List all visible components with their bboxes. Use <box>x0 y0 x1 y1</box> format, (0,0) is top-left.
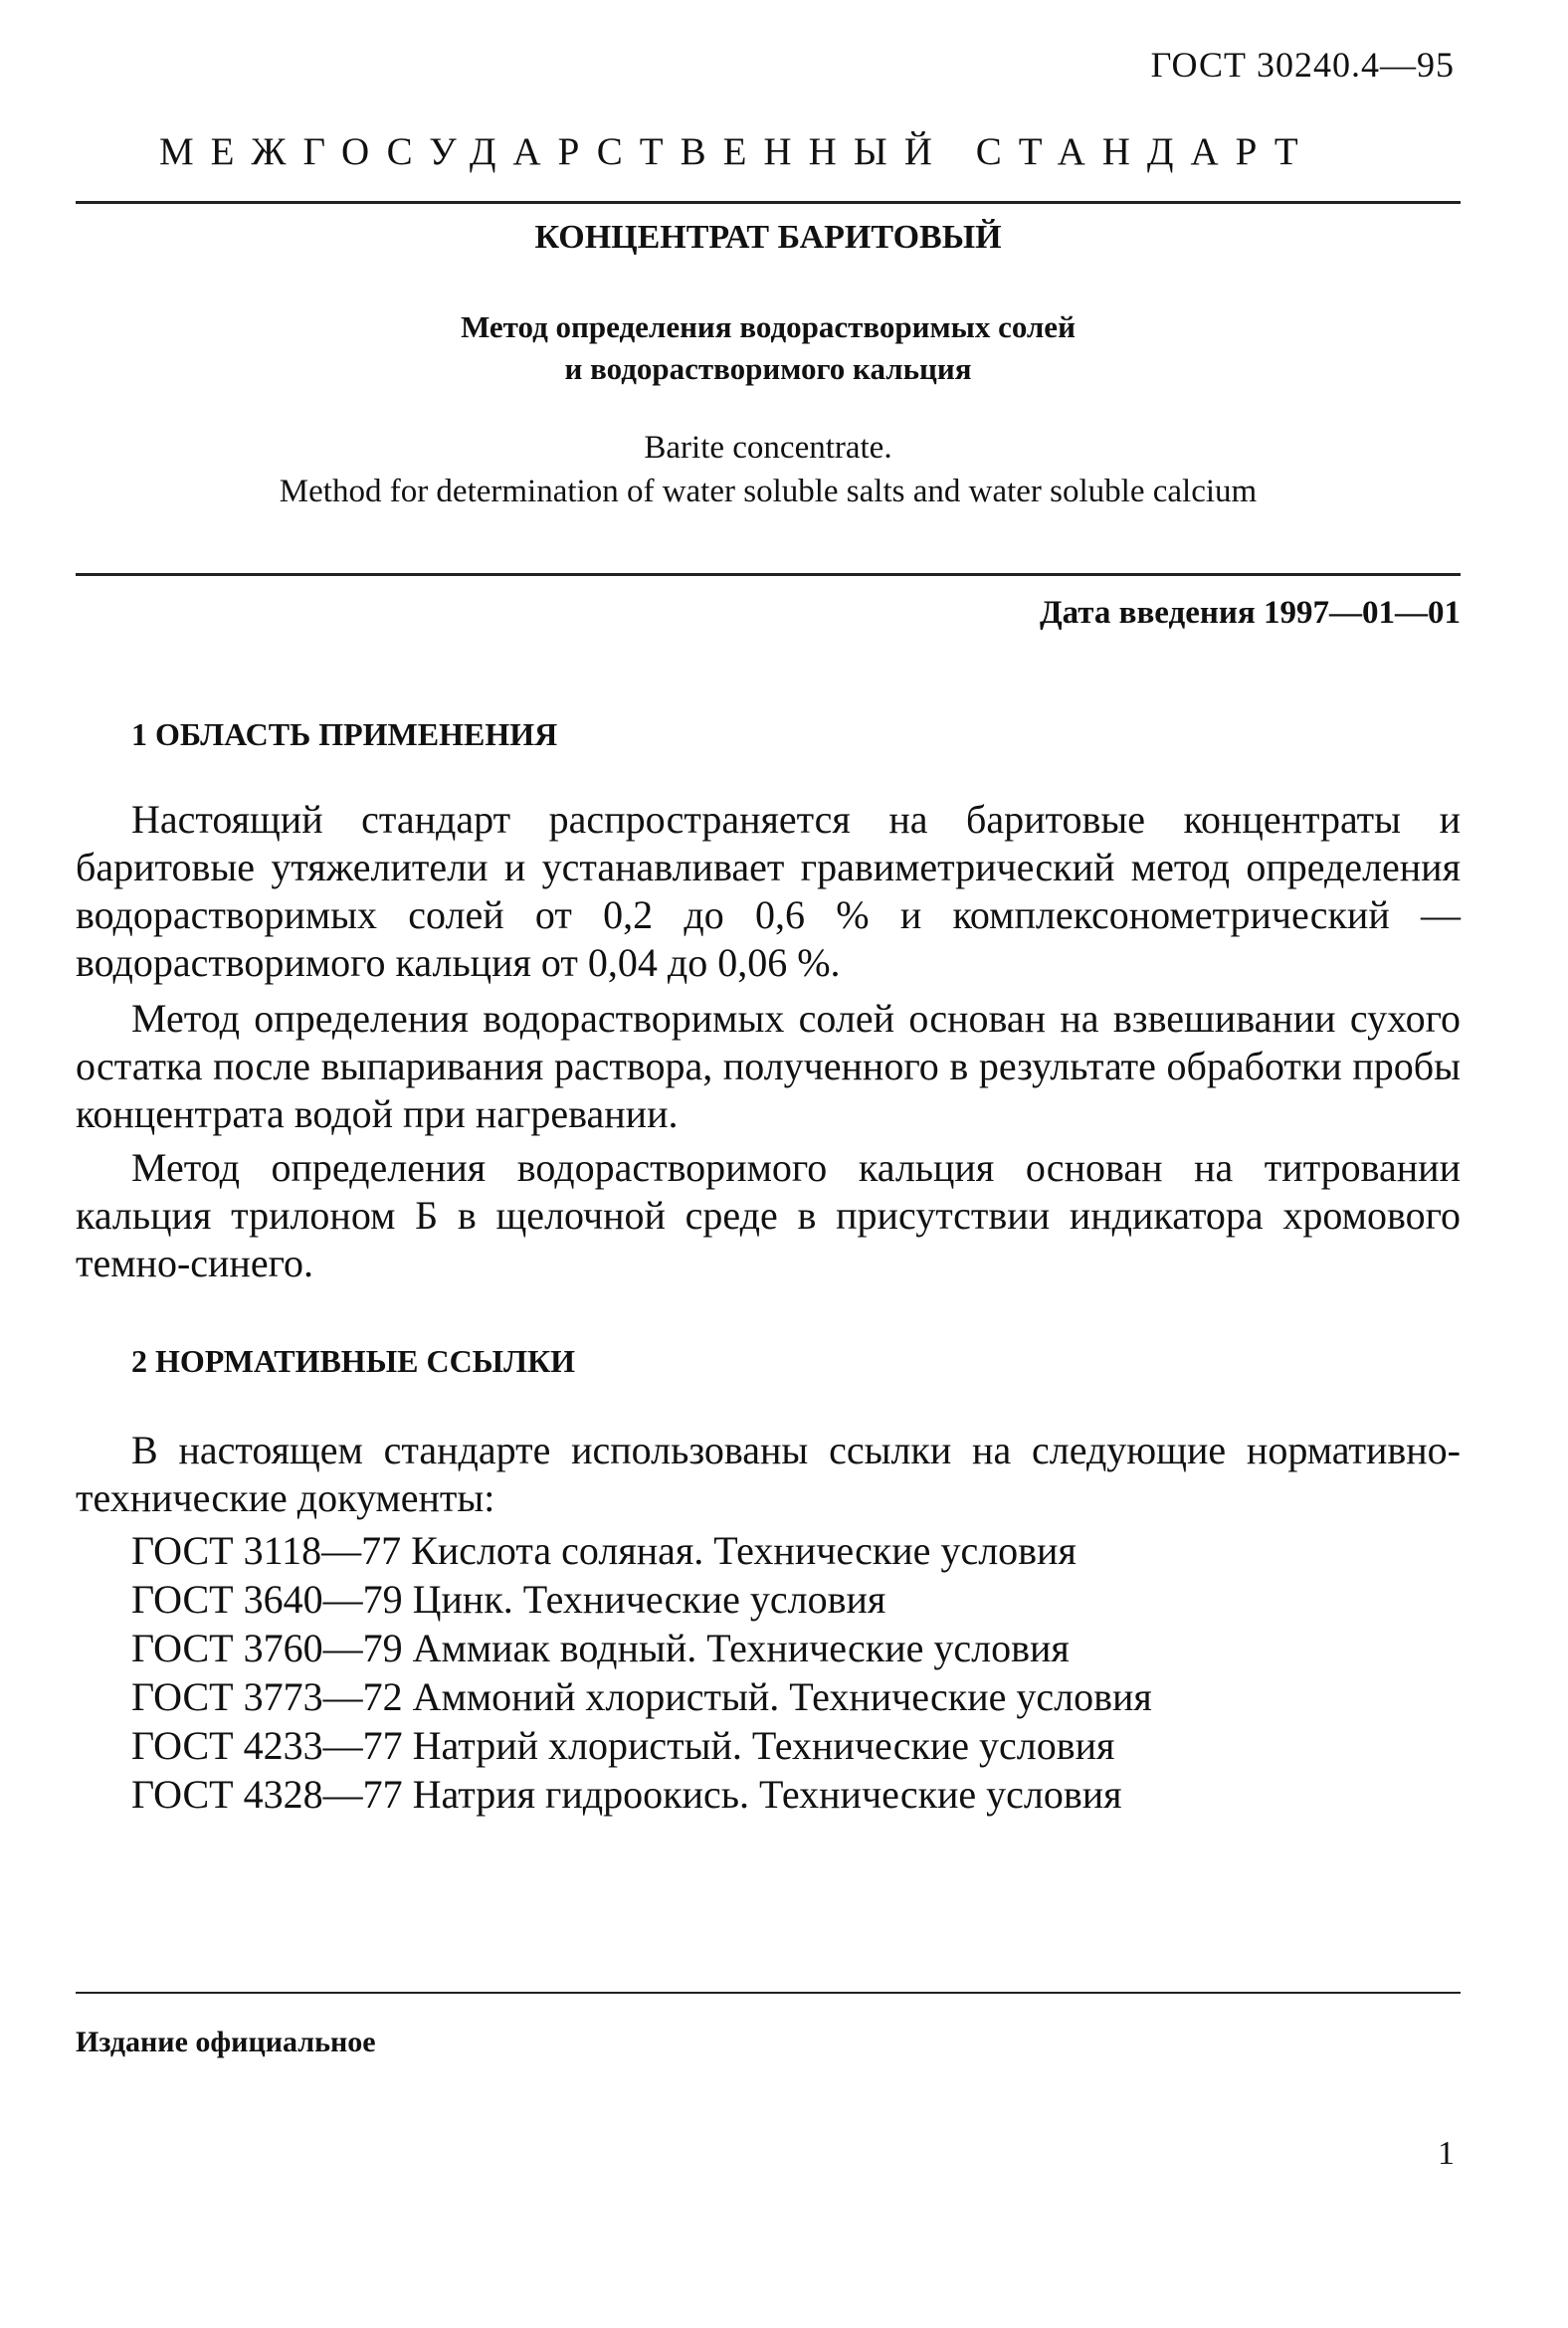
page-number: 1 <box>1438 2135 1455 2172</box>
header-rule <box>76 201 1461 204</box>
standard-type-header: МЕЖГОСУДАРСТВЕННЫЙ СТАНДАРТ <box>159 130 1315 173</box>
section-2-heading: 2 НОРМАТИВНЫЕ ССЫЛКИ <box>131 1343 576 1379</box>
section-1-paragraph-2: Метод определения водорастворимых солей основан на взвешивании сухого остатка после выпаривания раствора, полученного в результате обработки пробы концентрата водой при нагревании. <box>76 996 1461 1136</box>
subtitle-line-1: Метод определения водорастворимых солей <box>461 309 1076 344</box>
document-code: ГОСТ 30240.4—95 <box>1150 45 1455 85</box>
reference-item: ГОСТ 4233—77 Натрий хлористый. Технические условия <box>131 1723 1115 1768</box>
reference-list <box>131 1526 1152 1819</box>
reference-item: ГОСТ 4328—77 Натрия гидроокись. Технические условия <box>131 1772 1122 1817</box>
english-title-line-2: Method for determination of water soluble salts and water soluble calcium <box>279 474 1258 509</box>
title-rule <box>76 573 1461 576</box>
section-1-paragraph-3: Метод определения водорастворимого кальция основан на титровании кальция трилоном Б в щелочной среде в присутствии индикатора хромового темно-синего. <box>76 1145 1461 1285</box>
english-title-line-1: Barite concentrate. <box>644 430 892 466</box>
section-2-intro: В настоящем стандарте использованы ссылки на следующие нормативно-технические документы: <box>76 1428 1461 1520</box>
footer-rule <box>76 1992 1461 1994</box>
english-title <box>76 426 1461 513</box>
document-subtitle <box>76 306 1461 390</box>
reference-item: ГОСТ 3118—77 Кислота соляная. Технические условия <box>131 1528 1077 1573</box>
reference-item: ГОСТ 3760—79 Аммиак водный. Технические условия <box>131 1626 1070 1670</box>
subtitle-line-2: и водорастворимого кальция <box>564 351 972 386</box>
effective-date: Дата введения 1997—01—01 <box>1039 595 1461 631</box>
official-edition-note: Издание официальное <box>76 2026 376 2058</box>
reference-item: ГОСТ 3640—79 Цинк. Технические условия <box>131 1577 886 1622</box>
document-title: КОНЦЕНТРАТ БАРИТОВЫЙ <box>534 219 1002 256</box>
reference-item: ГОСТ 3773—72 Аммоний хлористый. Технические условия <box>131 1674 1152 1719</box>
section-1-heading: 1 ОБЛАСТЬ ПРИМЕНЕНИЯ <box>131 716 558 752</box>
section-1-paragraph-1: Настоящий стандарт распространяется на баритовые концентраты и баритовые утяжелители и устанавливает гравиметрический метод определения водорастворимых солей от 0,2 до 0,6 % и комплексонометрический — водорастворимого кальция от 0,04 до 0,06 %. <box>76 797 1461 985</box>
